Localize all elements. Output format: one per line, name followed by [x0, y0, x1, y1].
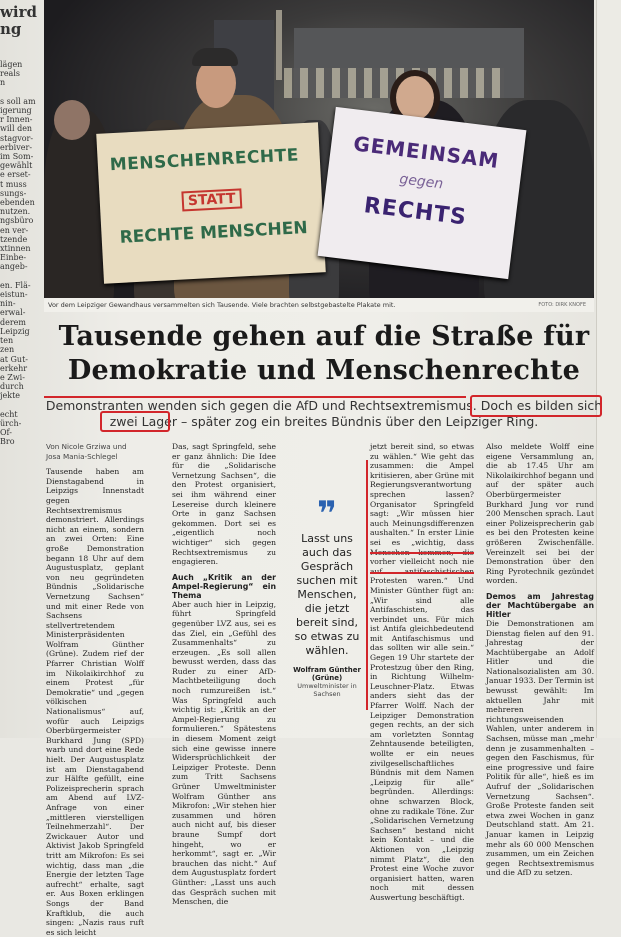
- caption-text: Vor dem Leipziger Gewandhaus versammelten sich Tausende. Viele brachten selbstgebastelte Plakate mit.: [48, 301, 396, 309]
- red-underline-top: [44, 396, 466, 398]
- man-cap: [192, 48, 238, 66]
- left-column-line: [0, 272, 44, 281]
- column-4-subheading: Demos am Jahrestag der Machtübergabe an Hitler: [486, 591, 594, 619]
- left-column-line: [0, 401, 44, 410]
- left-column-line: nutzen.: [0, 207, 31, 217]
- left-column-text: [0, 60, 44, 447]
- quote-text: Lasst uns auch das Gespräch suchen mit Menschen, die jetzt bereit sind, so etwas zu wählen.: [294, 532, 360, 657]
- left-column-line: sungs-: [0, 188, 27, 198]
- left-column-line: lägen: [0, 60, 23, 69]
- left-column-line: erwal-: [0, 308, 26, 318]
- left-column-line: s soll am: [0, 96, 36, 106]
- sign-left-line2: STATT: [181, 188, 242, 211]
- quote-role: Umweltminister in Sachsen: [297, 682, 357, 698]
- protest-photo: [44, 0, 594, 312]
- left-column-line: reals: [0, 69, 20, 79]
- sign-right-line3: RECHTS: [362, 193, 469, 231]
- left-column-line: en. Flä-: [0, 280, 31, 290]
- left-column-line: xtinnen: [0, 244, 31, 254]
- left-column-line: n: [0, 78, 6, 88]
- left-column-line: echt: [0, 409, 18, 419]
- crowd-face: [54, 100, 90, 140]
- sign-gemeinsam: [318, 107, 527, 279]
- left-column-line: nin-: [0, 299, 16, 309]
- left-column-line: durch: [0, 382, 24, 392]
- sign-menschenrechte: [96, 122, 326, 283]
- left-column-line: e Zwi-: [0, 372, 25, 382]
- column-3-text: jetzt bereit sind, so etwas zu wählen.“ Wie geht das zusammen: die Ampel kritisieren, aber Grüne mit Regierungsverantwortung sprechen lassen? Organisator Springfeld sagt: „Wir müssen hier auch Meinungsdifferenzen aushalten.“ In erster Linie sei es „wichtig, dass vorher vielleicht noch nie Protesten waren.“ Und Minister Günther fügt an: „Wir sind alle Antifaschisten, das verbindet uns. Für mich ist Antifa gleichbedeutend mit Antifaschismus und das sollten wir alle sein.“ Gegen 19 Uhr startete der Protestzug über den Ring, in Richtung Wilhelm-Leuschner-Platz. Etwas anders sieht das der Pfarrer Wolff. Nach der Leipziger Demonstration gegen rechts, an der sich am vorletzten Sonntag Zehntausende beteiligten, wollte er ein neues zivilgesellschaftliches Bündnis mit dem Namen „Leipzig für alle“ begründen. Allerdings: ohne schwarzen Block, ohne zu radikale Töne. Zur „Solidarischen Vernetzung Sachsen“ bestand nicht kein Kontakt – und die Aktionen von „Leipzig nimmt Platz“, die den Protest eine Woche zuvor organisiert hatten, waren noch mit dessen Auswertung beschäftigt.: [370, 442, 474, 902]
- left-column-line: zen: [0, 345, 15, 355]
- left-column-line: r Innen-: [0, 115, 33, 125]
- left-column-heading: wird ng: [0, 3, 38, 38]
- pull-quote: [289, 494, 365, 698]
- left-column-line: erkehr: [0, 363, 28, 373]
- left-column-line: angeb-: [0, 262, 28, 272]
- left-column-line: Leipzig: [0, 326, 30, 336]
- left-column-line: eistun-: [0, 290, 28, 300]
- left-column-line: gewählt: [0, 161, 33, 171]
- subheadline-part4: – später zog ein breites Bündnis über den Leipziger Ring.: [181, 414, 539, 429]
- left-column-line: Of-: [0, 428, 12, 438]
- left-column-line: jekte: [0, 391, 21, 401]
- column-4-text-b: Die Demonstrationen am Dienstag fielen auf den 91. Jahrestag der Machtübergabe an Adolf Hitler und die Nationalsozialisten am 30. Januar 1933. Der Termin ist bewusst gewählt: Im aktuellen Jahr mit mehreren richtungsweisenden Wahlen, unter anderem in Sachsen, müsse man „mehr denn je zusammenhalten – gegen den Faschismus, für eine progressive und faire Politik für alle“, hieß es im Aufruf der „Solidarischen Vernetzung Sachsen“. Große Proteste fanden seit etwa zwei Wochen in ganz Deutschland statt. Am 21. Januar kamen in Leipzig mehr als 60 000 Menschen zusammen, um ein Zeichen gegen Rechtsextremismus und die AfD zu setzen.: [486, 618, 594, 878]
- quote-author: Wolfram Günther (Grüne): [293, 666, 361, 682]
- red-underline-col3: [370, 552, 474, 554]
- left-column-line: e erset-: [0, 170, 31, 180]
- red-underline-col3b: [370, 572, 474, 574]
- left-column-fragment: [0, 0, 44, 738]
- red-box-zwei-lager: [100, 411, 170, 432]
- byline: [46, 442, 144, 461]
- headline-line2: Demokratie und Menschenrechte: [67, 355, 581, 386]
- left-column-line: ürch-: [0, 418, 22, 428]
- tower-spire: [276, 10, 282, 80]
- sign-right-line1: GEMEINSAM: [352, 131, 501, 174]
- subheadline-highlight1: Doch es bilden sich: [480, 398, 603, 413]
- red-box-doch-es: [470, 395, 602, 417]
- article-column-3: [370, 442, 474, 903]
- sign-left-line1: MENSCHENRECHTE: [109, 145, 300, 176]
- left-column-line: tzende: [0, 234, 28, 244]
- article-column-1: [46, 442, 144, 937]
- column-2-subheading: Auch „Kritik an der Ampel-Regierung“ ein Thema: [172, 572, 276, 600]
- sign-left-line3: RECHTE MENSCHEN: [119, 217, 309, 248]
- photo-caption: [44, 298, 594, 312]
- subheadline-part1: Demonstranten wenden sich gegen die AfD und Rechtsextremismus.: [45, 398, 477, 413]
- left-column-line: [0, 88, 44, 97]
- headline-line1: Tausende gehen auf die Straße für: [58, 321, 590, 352]
- byline-line1: Von Nicole Grziwa und: [46, 442, 127, 451]
- left-column-line: im Som-: [0, 152, 34, 162]
- left-column-line: stagvor-: [0, 133, 34, 143]
- left-column-line: ebenden: [0, 198, 35, 208]
- left-column-line: igerung: [0, 106, 32, 116]
- column-1-text: Tausende haben am Dienstagabend in Leipzigs Innenstadt gegen Rechtsextremismus demonstriert. Allerdings nicht an einem, sondern an zwei Orten: Eine große Demonstration begann 18 Uhr auf dem Augustusplatz, geplant von neu gegründeten Bündnis „Solidarische Vernetzung Sachsen“ und mit einer Rede von Sachsens stellvertretendem Ministerpräsidenten Wolfram Günther (Grüne). Zudem rief der Pfarrer Christian Wolff im Nikolaikirchhof zu einem Protest „für Demokratie“ und „gegen völkischen Nationalismus“ auf, wofür auch Leipzigs Oberbürgermeister Burkhard Jung (SPD) warb und dort eine Rede hielt. Der Augustusplatz ist am Dienstagabend zur Hälfte gefüllt, eine Polizeisprecherin sprach am Abend auf LVZ-Anfrage von einer „mittleren vierstelligen Teilnehmerzahl“. Der Zwickauer Autor und Aktivist Jakob Springfeld tritt am Mikrofon: Es sei wichtig, dass man „die Energie der letzten Tage aufrecht“ erhalte, sagt er. Aus Boxen erklingen Songs der Band Kraftklub, die auch singen: „Nazis raus ruft es sich leicht: [46, 467, 144, 937]
- sign-right-line2: gegen: [398, 171, 445, 193]
- byline-line2: Josa Mania-Schlegel: [46, 451, 118, 461]
- quote-mark-icon: ❞: [317, 494, 337, 534]
- left-column-line: ngsbüro: [0, 216, 34, 226]
- column-2-text-b: Aber auch hier in Leipzig, führt Springfeld gegenüber LVZ aus, sei es das Ziel, ein „Gefühl des Zusammenhalts“ zu erzeugen. „Es soll allen bewusst werden, dass das Ruder zu einer AfD-Machtbeteiligung doch noch rumzureißen ist.“ Was Springfeld auch wichtig ist: „Kritik an der Ampel-Regierung zu formulieren.“ Spätestens in diesem Moment zeigt sich eine gewisse innere Widersprüchlichkeit der Leipziger Proteste. Denn zum Tritt Sachsens Grüner Umweltminister Wolfram Günther ans Mikrofon: „Wir stehen hier zusammen und hören auch nicht auf, bis dieser braune Sumpf dort hingeht, wo er herkommt“, sagt er. „Wir brauchen das nicht.“ Auf dem Augustusplatz fordert Günther: „Lasst uns auch das Gespräch suchen mit Menschen, die: [172, 599, 276, 907]
- left-column-line: erbiver-: [0, 142, 33, 152]
- left-column-line: ten: [0, 336, 14, 346]
- left-column-line: Bro: [0, 437, 15, 447]
- left-column-line: derem: [0, 317, 26, 327]
- left-column-line: t muss: [0, 179, 27, 189]
- left-column-line: en ver-: [0, 225, 29, 235]
- column-4-text-a: Also meldete Wolff eine eigene Versammlung an, die ab 17.45 Uhr am Nikolaikirchhof begann und auf der später auch Oberbürgermeister Burkhard Jung vor rund 200 Menschen sprach. Laut einer Polizeisprecherin gab es bei den Protesten keine größeren Zwischenfälle. Vereinzelt sei bei der Demonstration über den Ring Pyrotechnik gezündet worden.: [486, 442, 594, 586]
- article-column-2: [172, 442, 276, 907]
- headline: [44, 320, 604, 388]
- subheadline-highlight2: zwei Lager: [109, 414, 178, 429]
- red-margin-line: [366, 460, 368, 710]
- photo-credit: FOTO: DIRK KNOFE: [538, 302, 586, 308]
- column-2-text-a: Das, sagt Springfeld, sehe er ganz ähnlich: Die Idee für die „Solidarische Vernetzung Sachsen“, die den Protest organisiert, sei ihm während einer Lesereise durch kleinere Orte in ganz Sachsen gekommen. Dort sei es „eigentlich noch wichtiger“ sich gegen Rechtsextremismus zu engagieren.: [172, 442, 276, 567]
- left-column-line: will den: [0, 124, 33, 134]
- left-column-line: Einbe-: [0, 253, 27, 263]
- left-column-line: at Gut-: [0, 354, 28, 364]
- article-column-4: [486, 442, 594, 878]
